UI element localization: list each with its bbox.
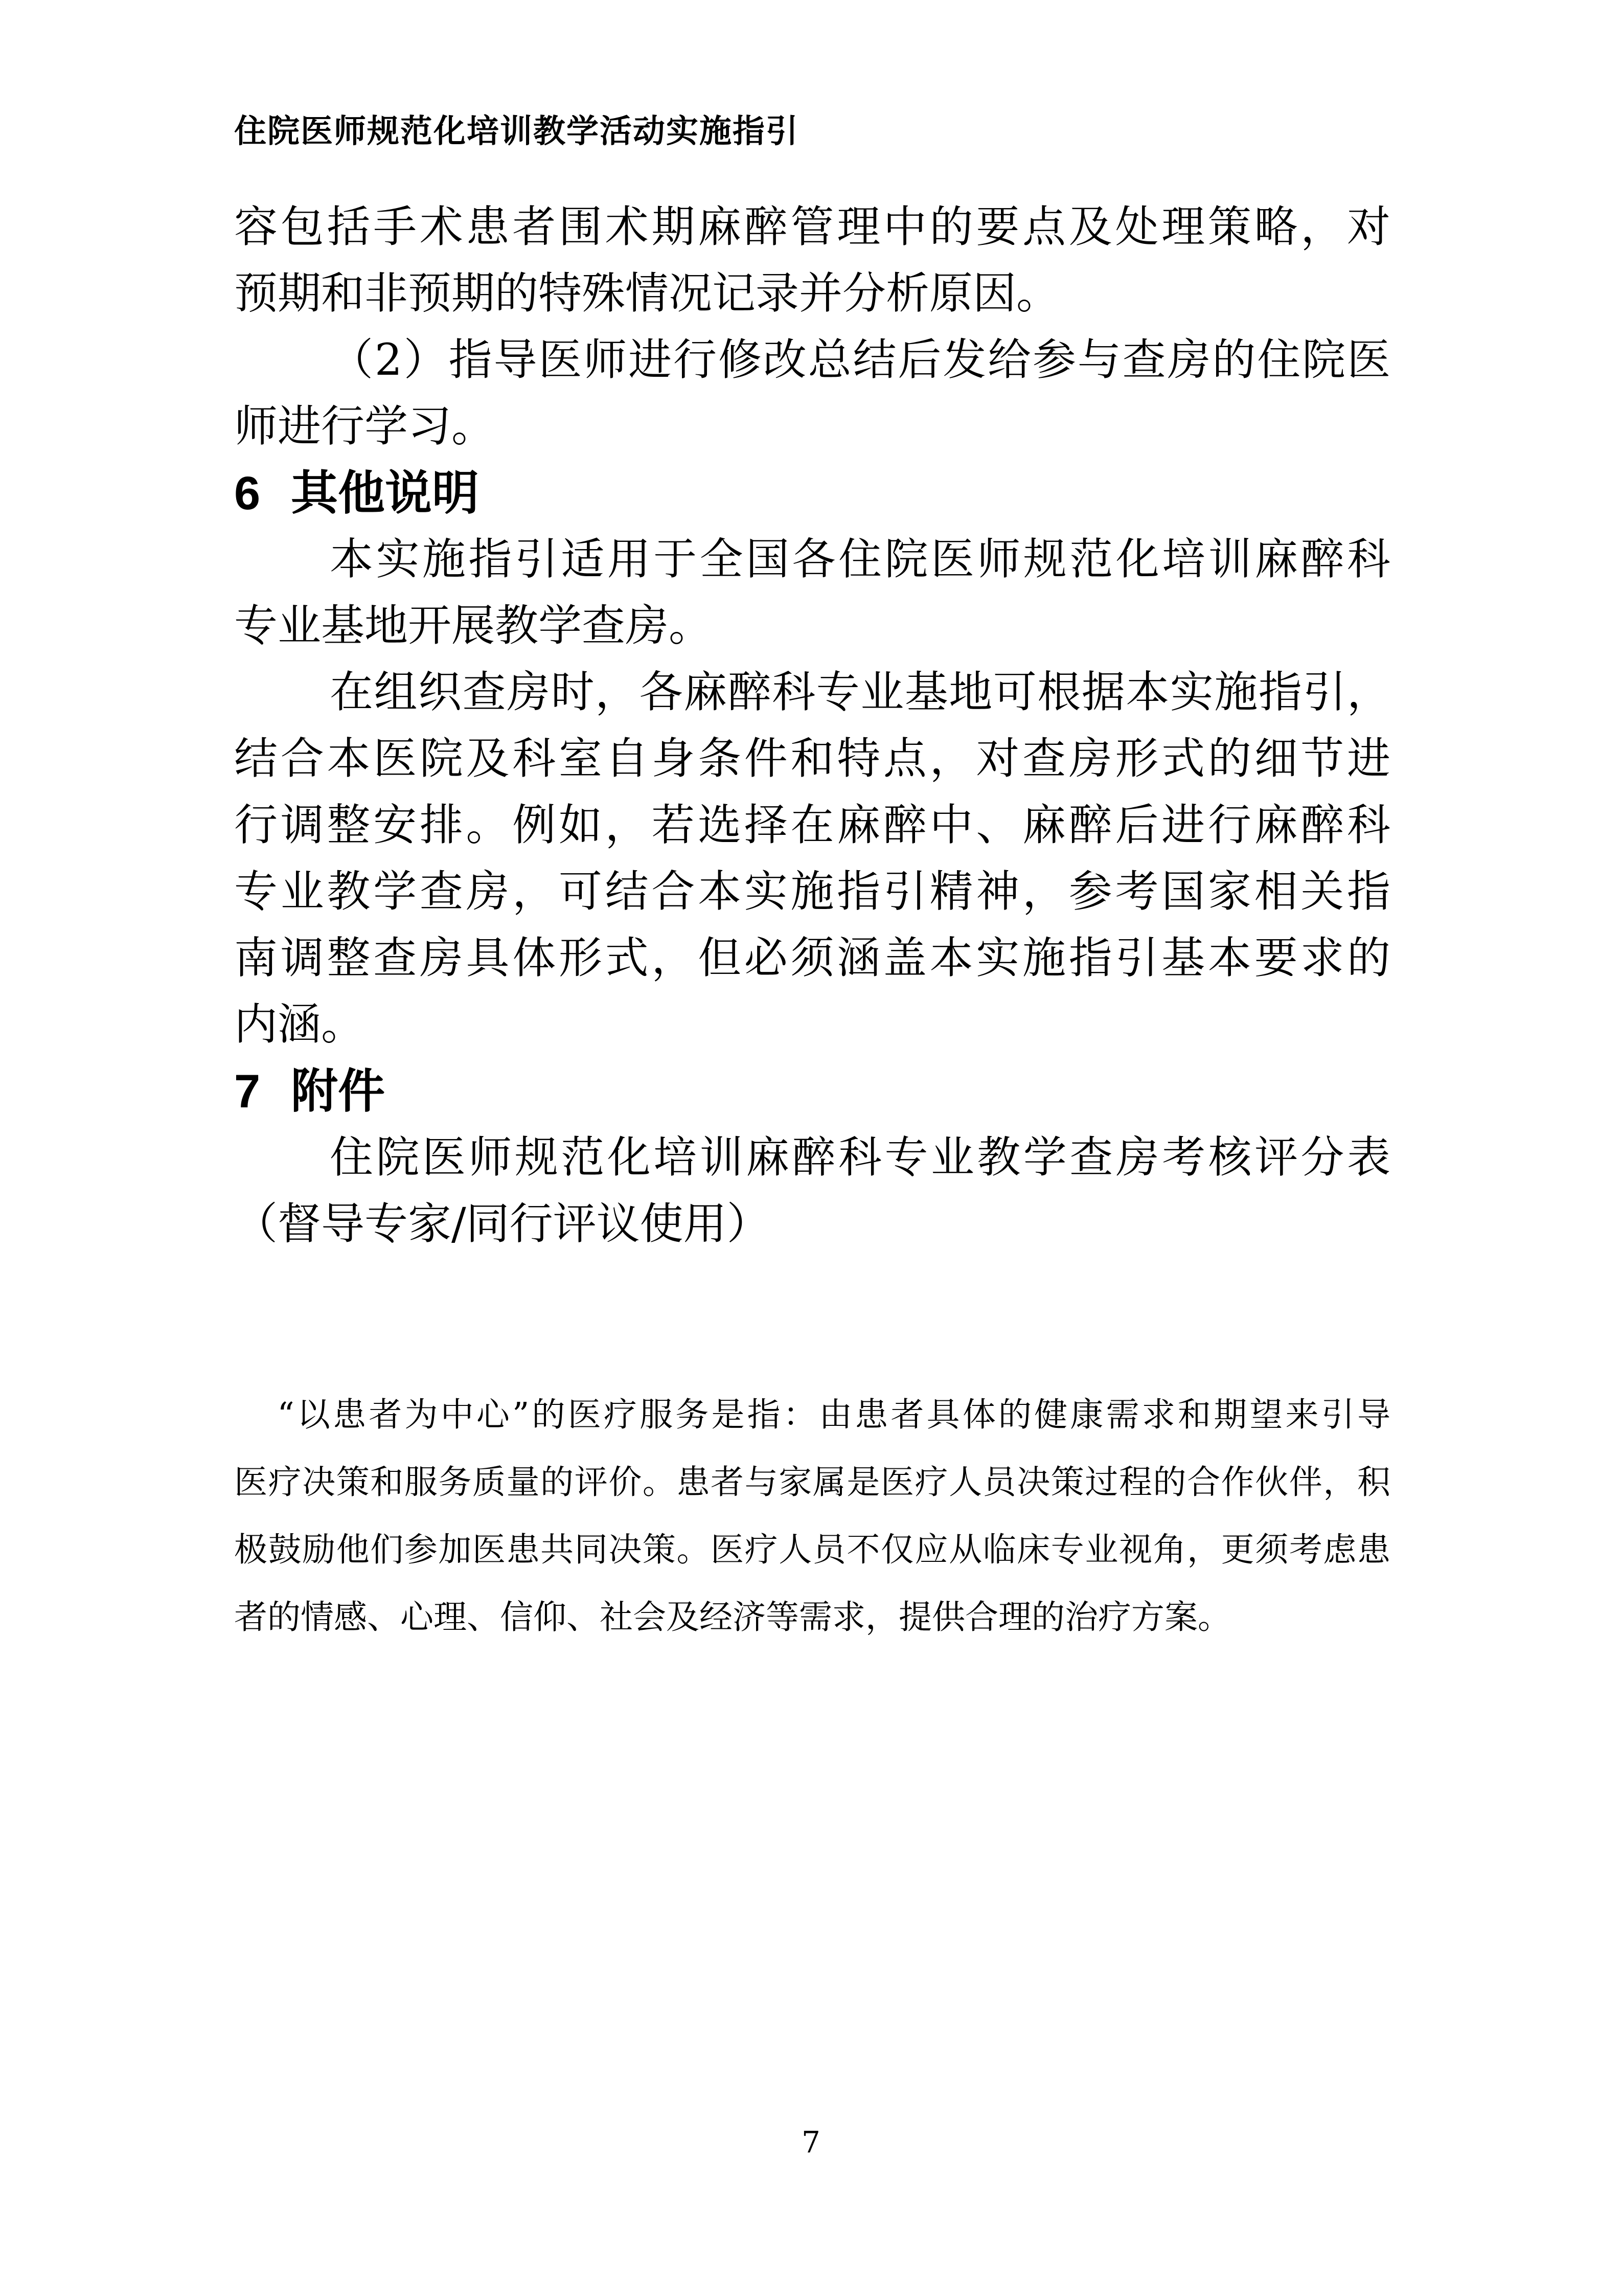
- footnote-line: 医疗决策和服务质量的评价。患者与家属是医疗人员决策过程的合作伙伴，积: [234, 1463, 1390, 1502]
- footnote-line: 极鼓励他们参加医患共同决策。医疗人员不仅应从临床专业视角，更须考虑患: [234, 1531, 1390, 1569]
- footnote-line: 者的情感、心理、信仰、社会及经济等需求，提供合理的治疗方案。: [234, 1598, 1231, 1636]
- footnote-paragraph: [234, 1381, 1390, 1651]
- section-7-title: 附件: [290, 1065, 385, 1118]
- body-line: 预期和非预期的特殊情况记录并分析原因。: [234, 268, 1060, 319]
- paragraph-scope: [234, 527, 1390, 660]
- page-number: 7: [802, 2125, 820, 2159]
- body-line: 住院医师规范化培训麻醉科专业教学查房考核评分表: [330, 1132, 1390, 1183]
- section-6-heading: [234, 460, 1390, 527]
- body-line: 本实施指引适用于全国各住院医师规范化培训麻醉科: [330, 534, 1390, 585]
- paragraph-attachment: [234, 1125, 1390, 1258]
- section-6-title: 其他说明: [290, 467, 479, 519]
- body-line: 行调整安排。例如，若选择在麻醉中、麻醉后进行麻醉科: [234, 800, 1390, 851]
- paragraph-item2: [234, 327, 1390, 460]
- section-7-number: 7: [234, 1065, 261, 1118]
- body-line: （督导专家/同行评议使用）: [234, 1199, 770, 1249]
- section-6-number: 6: [234, 467, 261, 519]
- body-line: 专业教学查房，可结合本实施指引精神，参考国家相关指: [234, 867, 1390, 917]
- page-header: 住院医师规范化培训教学活动实施指引: [234, 113, 799, 149]
- body-line: 师进行学习。: [234, 401, 495, 452]
- document-body: [234, 194, 1390, 1258]
- body-line: 在组织查房时，各麻醉科专业基地可根据本实施指引，: [330, 667, 1390, 718]
- section-7-heading: [234, 1058, 1390, 1125]
- paragraph-continuation: [234, 194, 1390, 327]
- body-line: 结合本医院及科室自身条件和特点，对查房形式的细节进: [234, 734, 1390, 784]
- paragraph-organize: [234, 660, 1390, 1058]
- body-line: 内涵。: [234, 999, 365, 1050]
- footnote-line: “以患者为中心”的医疗服务是指：由患者具体的健康需求和期望来引导: [277, 1396, 1390, 1434]
- body-line: 南调整查房具体形式，但必须涵盖本实施指引基本要求的: [234, 933, 1390, 984]
- body-line: 容包括手术患者围术期麻醉管理中的要点及处理策略，对: [234, 202, 1390, 253]
- body-line: （2）指导医师进行修改总结后发给参与查房的住院医: [330, 335, 1390, 385]
- body-line: 专业基地开展教学查房。: [234, 601, 713, 651]
